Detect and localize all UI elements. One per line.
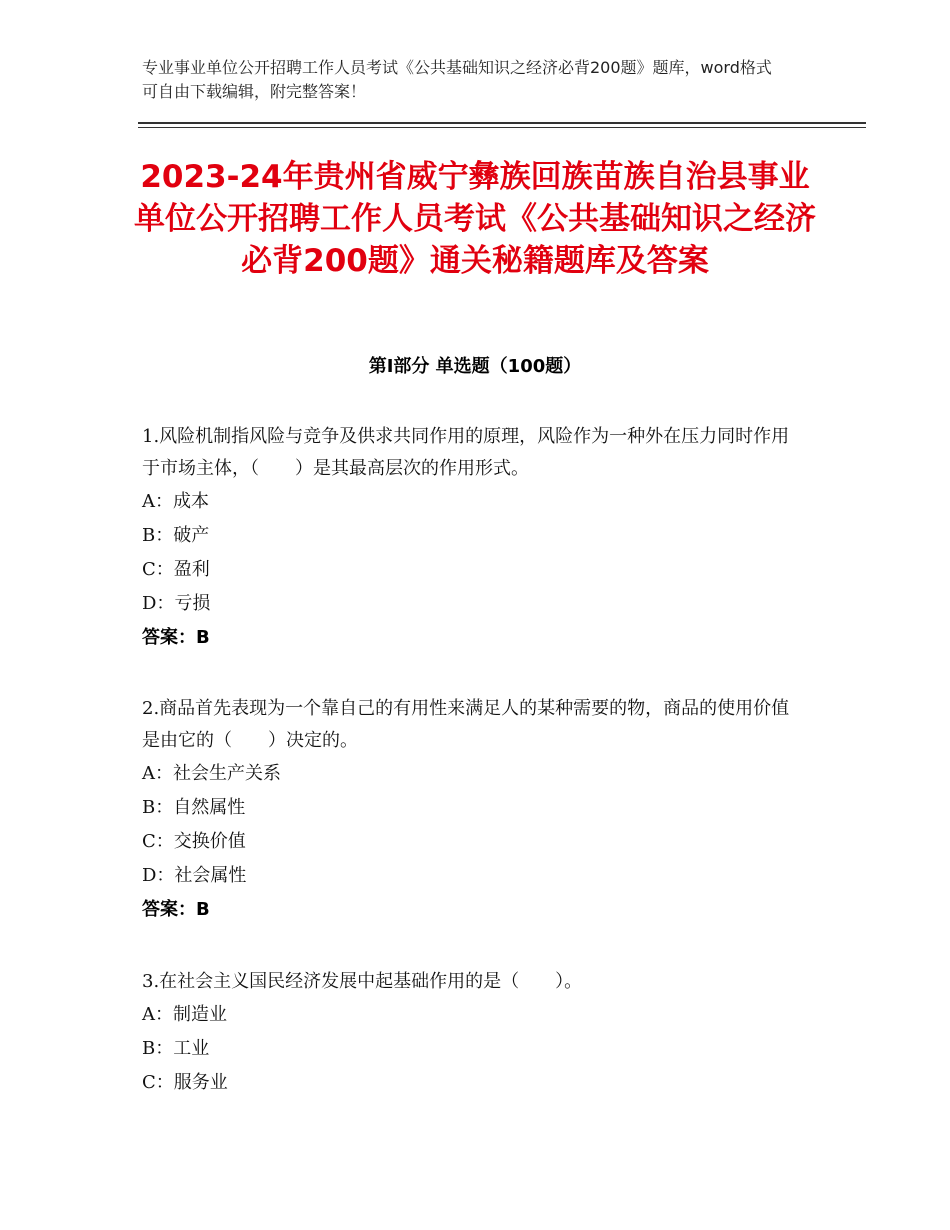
- option-d: D：社会属性: [142, 865, 247, 886]
- header-divider-thin: [138, 127, 866, 128]
- option-c: C：服务业: [142, 1072, 228, 1093]
- question-2: [142, 693, 802, 927]
- option-c: C：交换价值: [142, 831, 246, 852]
- option-d: D：亏损: [142, 593, 211, 614]
- option-b: B：破产: [142, 525, 210, 546]
- question-3: [142, 966, 802, 1100]
- question-stem: 1.风险机制指风险与竞争及供求共同作用的原理，风险作为一种外在压力同时作用于市场主体，（ ）是其最高层次的作用形式。: [142, 426, 790, 479]
- option-a: A：社会生产关系: [142, 763, 281, 784]
- option-c: C：盈利: [142, 559, 210, 580]
- option-b: B：自然属性: [142, 797, 246, 818]
- question-stem: 2.商品首先表现为一个靠自己的有用性来满足人的某种需要的物，商品的使用价值是由它的（ ）决定的。: [142, 698, 790, 751]
- document-title: 2023-24年贵州省威宁彝族回族苗族自治县事业单位公开招聘工作人员考试《公共基础知识之经济必背200题》通关秘籍题库及答案: [134, 159, 816, 279]
- question-stem: 3.在社会主义国民经济发展中起基础作用的是（ ）。: [142, 971, 583, 992]
- option-b: B：工业: [142, 1038, 210, 1059]
- header-divider-thick: [138, 122, 866, 124]
- answer: 答案：B: [142, 627, 210, 648]
- question-1: [142, 421, 802, 655]
- option-a: A：制造业: [142, 1004, 227, 1025]
- answer: 答案：B: [142, 899, 210, 920]
- section-title: 第Ⅰ部分 单选题（100题）: [368, 356, 582, 377]
- header-note: 专业事业单位公开招聘工作人员考试《公共基础知识之经济必背200题》题库，word格式可自由下载编辑，附完整答案！: [142, 58, 772, 101]
- option-a: A：成本: [142, 491, 209, 512]
